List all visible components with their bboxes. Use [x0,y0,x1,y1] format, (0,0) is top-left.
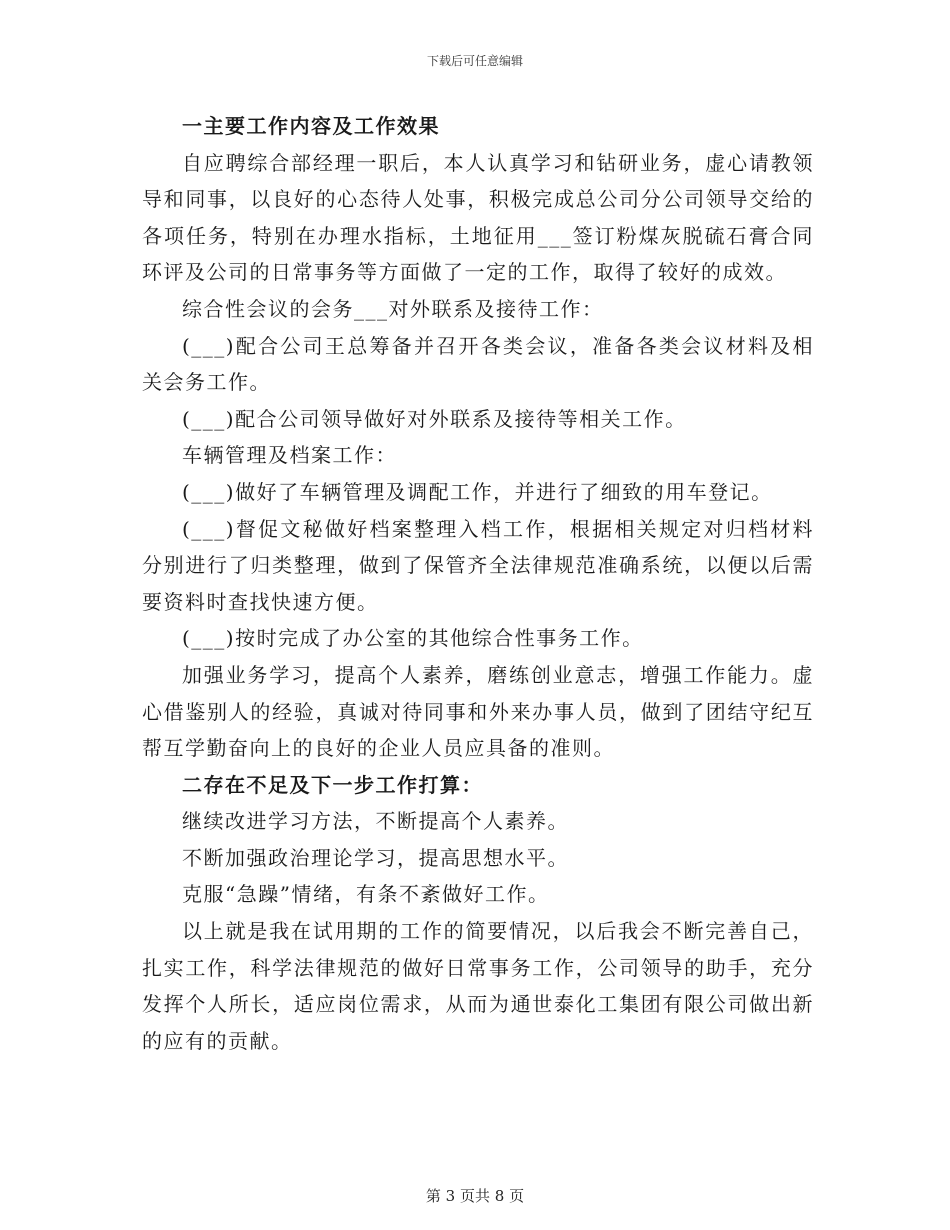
paragraph: 自应聘综合部经理一职后，本人认真学习和钻研业务，虚心请教领导和同事，以良好的心态待人处事，积极完成总公司分公司领导交给的各项任务，特别在办理水指标，土地征用___签订粉煤灰脱硫石膏合同环评及公司的日常事务等方面做了一定的工作，取得了较好的成效。 [142,150,814,285]
paragraph: 加强业务学习，提高个人素养，磨练创业意志，增强工作能力。虚心借鉴别人的经验，真诚对待同事和外来办事人员，做到了团结守纪互帮互学勤奋向上的良好的企业人员应具备的准则。 [142,662,814,761]
section-heading-shortcomings: 二存在不足及下一步工作打算： [182,772,483,797]
page-header: 下载后可任意编辑 [426,54,523,68]
page-footer: 第 3 页共 8 页 [425,1187,525,1205]
paragraph: (___)配合公司领导做好对外联系及接待等相关工作。 [182,406,687,431]
document-body [142,108,814,1059]
paragraph: (___)按时完成了办公室的其他综合性事务工作。 [182,626,644,651]
paragraph: (___)配合公司王总筹备并召开各类会议，准备各类会议材料及相关会务工作。 [142,333,814,395]
section-heading-main-work: 一主要工作内容及工作效果 [182,114,440,138]
paragraph: 继续改进学习方法，不断提高个人素养。 [182,809,569,834]
paragraph: (___)做好了车辆管理及调配工作，并进行了细致的用车登记。 [182,479,773,504]
paragraph: (___)督促文秘做好档案整理入档工作，根据相关规定对归档材料分别进行了归类整理，做到了保管齐全法律规范准确系统，以便以后需要资料时查找快速方便。 [142,516,814,614]
paragraph: 不断加强政治理论学习，提高思想水平。 [182,845,569,870]
paragraph: 克服“急躁”情绪，有条不紊做好工作。 [182,882,550,907]
paragraph: 车辆管理及档案工作： [182,443,397,468]
paragraph: 综合性会议的会务___对外联系及接待工作： [182,296,604,321]
paragraph: 以上就是我在试用期的工作的简要情况，以后我会不断完善自己，扎实工作，科学法律规范的做好日常事务工作，公司领导的助手，充分发挥个人所长，适应岗位需求，从而为通世泰化工集团有限公司做出新的应有的贡献。 [142,919,814,1053]
